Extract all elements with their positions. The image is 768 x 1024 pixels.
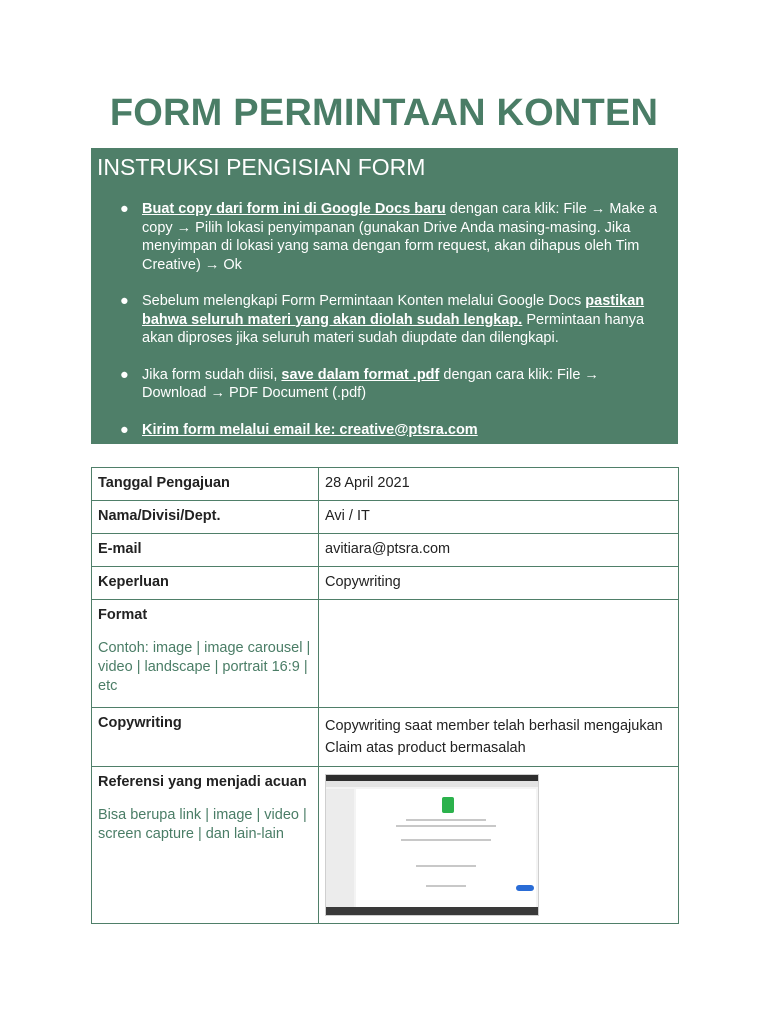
- instructions-heading: INSTRUKSI PENGISIAN FORM: [97, 154, 426, 180]
- instruction-emphasis: save dalam format .pdf: [281, 366, 440, 383]
- email-link[interactable]: Kirim form melalui email ke: creative@ptsra.com: [142, 421, 478, 438]
- instruction-text: Jika form sudah diisi,: [142, 366, 282, 383]
- bullet-icon: ●: [120, 293, 129, 309]
- bullet-icon: ●: [120, 201, 129, 217]
- bullet-icon: ●: [120, 366, 129, 383]
- instruction-item: [91, 366, 678, 403]
- instruction-text: Sebelum melengkapi Form Permintaan Konten melalui Google Docs: [142, 293, 586, 309]
- field-label: Copywriting: [92, 708, 319, 767]
- table-row: [92, 534, 679, 567]
- nama-value[interactable]: Avi / IT: [319, 501, 679, 534]
- field-label: Format: [98, 607, 148, 623]
- instructions-list: [91, 200, 678, 457]
- request-form-table: [91, 467, 679, 924]
- instruction-link-copy[interactable]: Buat copy dari form ini di Google Docs baru: [142, 201, 446, 217]
- instruction-item: [91, 292, 678, 348]
- tanggal-value[interactable]: 28 April 2021: [319, 468, 679, 501]
- email-value[interactable]: avitiara@ptsra.com: [319, 534, 679, 567]
- format-value[interactable]: [319, 600, 679, 708]
- field-label: Nama/Divisi/Dept.: [92, 501, 319, 534]
- instruction-text: Permintaan hanya akan diproses jika seluruh materi sudah diupdate dan dilengkapi.: [142, 311, 645, 346]
- referensi-value[interactable]: [319, 767, 679, 924]
- instructions-panel: [91, 148, 678, 444]
- instruction-item: [91, 200, 678, 274]
- reference-screenshot-image[interactable]: [325, 774, 539, 916]
- instruction-item: [91, 421, 678, 440]
- table-row: [92, 501, 679, 534]
- field-label: E-mail: [92, 534, 319, 567]
- bullet-icon: ●: [120, 421, 129, 438]
- referensi-hint: Bisa berupa link | image | video | screen capture | dan lain-lain: [98, 807, 307, 842]
- table-row: [92, 567, 679, 600]
- field-label: Referensi yang menjadi acuan: [98, 774, 307, 790]
- field-label: Tanggal Pengajuan: [92, 468, 319, 501]
- instruction-emphasis: pastikan bahwa seluruh materi yang akan diolah sudah lengkap.: [142, 293, 645, 328]
- instruction-text: dengan cara klik: File → Make a copy → Pilih lokasi penyimpanan (gunakan Drive Anda masing-masing. Jika menyimpan di lokasi yang sama dengan form request, akan dihapus oleh Tim Creative) → Ok: [142, 201, 657, 273]
- copywriting-value[interactable]: Copywriting saat member telah berhasil mengajukan Claim atas product bermasalah: [319, 708, 679, 767]
- table-row: [92, 468, 679, 501]
- format-hint: Contoh: image | image carousel | video | landscape | portrait 16:9 | etc: [98, 640, 311, 694]
- instruction-text: dengan cara klik: File → Download → PDF Document (.pdf): [142, 366, 599, 401]
- table-row: [92, 708, 679, 767]
- format-label-cell: [92, 600, 319, 708]
- table-row: [92, 600, 679, 708]
- table-row: [92, 767, 679, 924]
- page-title: FORM PERMINTAAN KONTEN: [109, 92, 659, 134]
- field-label: Keperluan: [92, 567, 319, 600]
- referensi-label-cell: [92, 767, 319, 924]
- keperluan-value[interactable]: Copywriting: [319, 567, 679, 600]
